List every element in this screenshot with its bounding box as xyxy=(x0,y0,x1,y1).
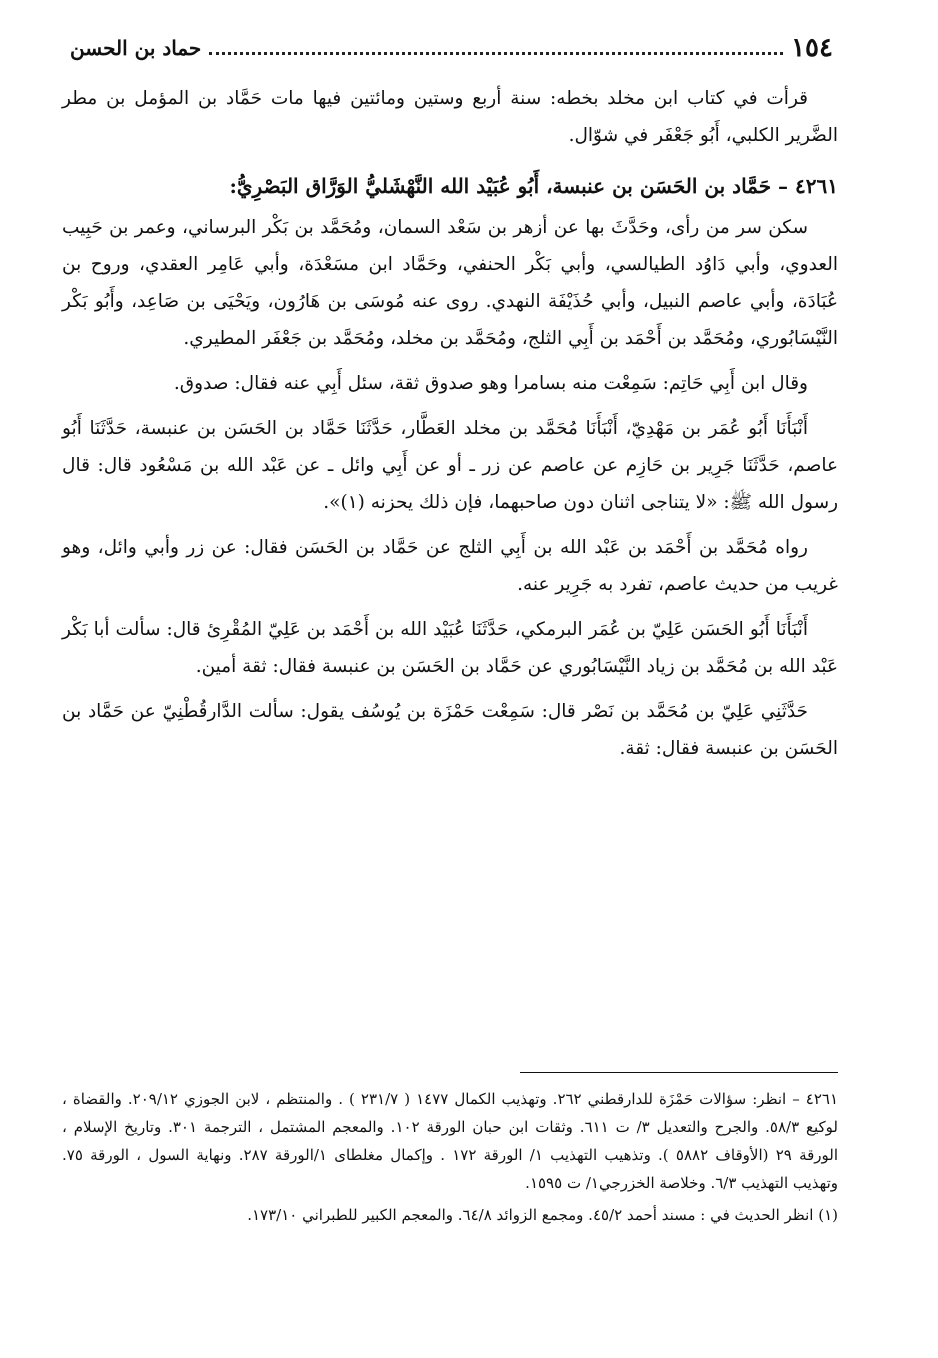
running-title: حماد بن الحسن xyxy=(70,36,202,60)
riwaya-paragraph: رواه مُحَمَّد بن أَحْمَد بن عَبْد الله بن أَبِي الثلج عن حَمَّاد بن الحَسَن فقال: عن زر وأبي وائل، وهو غريب من حديث عاصم، تفرد به جَرِير عنه. xyxy=(62,537,838,595)
footnote-separator xyxy=(520,1072,838,1073)
page-number: ١٥٤ xyxy=(791,33,833,63)
footnote-hadith: (١) انظر الحديث في : مسند أحمد ٤٥/٢. ومجمع الزوائد ٦٤/٨. والمعجم الكبير للطبراني ١٧٣/١٠. xyxy=(247,1206,838,1224)
hadith-paragraph: أَنْبَأَنَا أَبُو عُمَر بن مَهْدِيّ، أَنْبَأَنَا مُحَمَّد بن مخلد العَطَّار، حَدَّثَنَا حَمَّاد بن الحَسَن بن عنبسة، حَدَّثَنَا أَبُو عاصم، حَدَّثَنَا جَرِير بن حَازِم عن عاصم عن زر ـ أو عن أَبِي وائل ـ عن عَبْد الله بن مَسْعُود قال: قال رسول الله ﷺ: «لا يتناجى اثنان دون صاحبهما، فإن ذلك يحزنه (١)». xyxy=(62,418,838,513)
tawthiq-paragraph: أَنْبَأَنَا أَبُو الحَسَن عَلِيّ بن عُمَر البرمكي، حَدَّثَنَا عُبَيْد الله بن أَحْمَد بن عَلِيّ المُقْرِئ قال: سألت أبا بَكْر عَبْد الله بن مُحَمَّد بن زياد النَّيْسَابُوري عن حَمَّاد بن الحَسَن بن عنبسة فقال: ثقة أمين. xyxy=(62,619,838,677)
main-text xyxy=(62,80,838,775)
entry-heading: ٤٢٦١ – حَمَّاد بن الحَسَن بن عنبسة، أَبُو عُبَيْد الله النَّهْشَليُّ الوَرَّاق البَصْرِيُّ: xyxy=(229,174,838,198)
header-dot-leader xyxy=(209,52,783,55)
daraqutni-paragraph: حَدَّثَنِي عَلِيّ بن مُحَمَّد بن نَصْر قال: سَمِعْت حَمْزَة بن يُوسُف يقول: سألت الدَّارقُطْنِيّ عن حَمَّاد بن الحَسَن بن عنبسة فقال: ثقة. xyxy=(62,701,838,759)
ibn-abi-hatim-paragraph: وقال ابن أَبِي حَاتِم: سَمِعْت منه بسامرا وهو صدوق ثقة، سئل أَبِي عنه فقال: صدوق. xyxy=(173,373,808,394)
page-header xyxy=(70,28,833,68)
footnote-sources: ٤٢٦١ – انظر: سؤالات حَمْزَة للدارقطني ٢٦٢. وتهذيب الكمال ١٤٧٧ ( ٢٣١/٧ ) . والمنتظم ، لابن الجوزي ٢٠٩/١٢. والقضاة ، لوكيع ٥٨/٣. والجرح والتعديل ٣/ ت ٦١١. وثقات ابن حبان الورقة ١٠٢. والمعجم المشتمل ، الترجمة ٣٠١. وتاريخ الإسلام ، الورقة ٢٩ (الأوقاف ٥٨٨٢ ). وتذهيب التهذيب ١/ الورقة ١٧٢ . وإكمال مغلطاى ١/الورقة ٢٨٧. ونهاية السول ، الورقة ٧٥. وتهذيب التهذيب ٦/٣. وخلاصة الخزرجي١/ ت ١٥٩٥. xyxy=(62,1090,839,1192)
intro-paragraph: قرأت في كتاب ابن مخلد بخطه: سنة أربع وستين ومائتين فيها مات حَمَّاد بن المؤمل بن مطر الضَّرير الكلبي، أَبُو جَعْفَر في شوّال. xyxy=(62,88,838,146)
biography-paragraph: سكن سر من رأى، وحَدَّثَ بها عن أزهر بن سَعْد السمان، ومُحَمَّد بن بَكْر البرساني، وعمر بن حَبِيب العدوي، وأبي دَاوُد الطيالسي، وأبي بَكْر الحنفي، وحَمَّاد ابن مسَعْدَة، وأبي عَامِر العقدي، وروح بن عُبَادَة، وأبي عاصم النبيل، وأبي حُذَيْفَة النهدي. روى عنه مُوسَى بن هَارُون، ويَحْيَى بن صَاعِد، وأَبُو بَكْر النَّيْسَابُوري، ومُحَمَّد بن أَحْمَد بن أَبِي الثلج، ومُحَمَّد بن مخلد، ومُحَمَّد بن جَعْفَر المطيري. xyxy=(62,217,838,349)
footnotes xyxy=(62,1085,838,1229)
